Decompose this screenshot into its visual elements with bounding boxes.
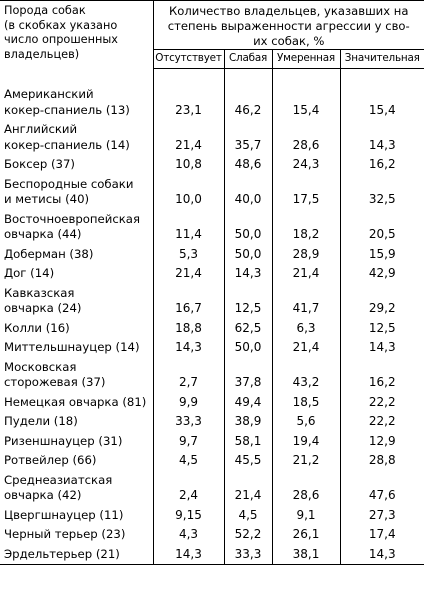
table-row <box>0 85 424 120</box>
value-significant-cell: 28,8 <box>340 451 424 471</box>
value-weak-cell: 50,0 <box>224 338 272 358</box>
value-weak-cell: 40,0 <box>224 175 272 210</box>
value-none-cell: 4,5 <box>153 451 224 471</box>
subcolumn-header-moderate: Умеренная <box>272 50 340 69</box>
table-row <box>0 210 424 245</box>
value-none-cell: 5,3 <box>153 245 224 265</box>
breed-name-cell: Миттельшнауцер (14) <box>4 340 140 354</box>
breed-column-header: Порода собак (в скобках указано число опрошенных владельцев) <box>4 4 118 61</box>
value-significant-cell: 47,6 <box>340 471 424 506</box>
subcolumn-header-none: Отсутствует <box>153 50 224 69</box>
value-significant-cell: 17,4 <box>340 525 424 545</box>
value-moderate-cell: 18,5 <box>272 393 340 413</box>
value-none-cell: 33,3 <box>153 412 224 432</box>
breed-name-cell: Дог (14) <box>4 266 55 280</box>
value-moderate-cell: 5,6 <box>272 412 340 432</box>
value-significant-cell: 14,3 <box>340 545 424 565</box>
value-significant-cell: 27,3 <box>340 506 424 526</box>
subcolumn-header-weak: Слабая <box>224 50 272 69</box>
value-moderate-cell: 19,4 <box>272 432 340 452</box>
value-weak-cell: 21,4 <box>224 471 272 506</box>
breed-name-cell: Беспородные собаки и метисы (40) <box>4 176 134 206</box>
value-weak-cell: 46,2 <box>224 85 272 120</box>
value-weak-cell: 33,3 <box>224 545 272 565</box>
value-significant-cell: 16,2 <box>340 155 424 175</box>
value-none-cell: 16,7 <box>153 284 224 319</box>
value-weak-cell: 14,3 <box>224 264 272 284</box>
breed-name-cell: Среднеазиатская овчарка (42) <box>4 472 113 502</box>
value-significant-cell: 14,3 <box>340 338 424 358</box>
table-row <box>0 451 424 471</box>
value-none-cell: 9,15 <box>153 506 224 526</box>
value-none-cell: 2,7 <box>153 358 224 393</box>
table-row <box>0 393 424 413</box>
value-moderate-cell: 43,2 <box>272 358 340 393</box>
value-weak-cell: 4,5 <box>224 506 272 526</box>
value-none-cell: 9,7 <box>153 432 224 452</box>
value-weak-cell: 58,1 <box>224 432 272 452</box>
value-moderate-cell: 21,4 <box>272 264 340 284</box>
value-moderate-cell: 9,1 <box>272 506 340 526</box>
value-moderate-cell: 21,2 <box>272 451 340 471</box>
header-row <box>0 1 424 50</box>
table-row <box>0 284 424 319</box>
value-none-cell: 21,4 <box>153 120 224 155</box>
breed-name-cell: Боксер (37) <box>4 157 75 171</box>
value-significant-cell: 14,3 <box>340 120 424 155</box>
value-significant-cell: 22,2 <box>340 412 424 432</box>
value-weak-cell: 45,5 <box>224 451 272 471</box>
table-row <box>0 525 424 545</box>
value-none-cell: 10,0 <box>153 175 224 210</box>
breed-name-cell: Ризеншнауцер (31) <box>4 433 123 448</box>
value-significant-cell: 15,9 <box>340 245 424 265</box>
breed-name-cell: Пудели (18) <box>4 414 78 428</box>
breed-name-cell: Цвергшнауцер (11) <box>4 507 124 522</box>
value-moderate-cell: 28,6 <box>272 471 340 506</box>
breed-name-cell: Эрдельтерьер (21) <box>4 546 120 561</box>
value-none-cell: 10,8 <box>153 155 224 175</box>
value-none-cell: 14,3 <box>153 338 224 358</box>
value-weak-cell: 48,6 <box>224 155 272 175</box>
value-none-cell: 21,4 <box>153 264 224 284</box>
value-moderate-cell: 26,1 <box>272 525 340 545</box>
value-significant-cell: 12,5 <box>340 319 424 339</box>
value-weak-cell: 49,4 <box>224 393 272 413</box>
table-row <box>0 506 424 526</box>
value-weak-cell: 35,7 <box>224 120 272 155</box>
value-moderate-cell: 28,6 <box>272 120 340 155</box>
breed-name-cell: Восточноевропейская овчарка (44) <box>4 211 141 241</box>
value-significant-cell: 12,9 <box>340 432 424 452</box>
table-row <box>0 545 424 565</box>
value-moderate-cell: 6,3 <box>272 319 340 339</box>
breed-name-cell: Ротвейлер (66) <box>4 453 97 467</box>
value-moderate-cell: 28,9 <box>272 245 340 265</box>
breed-name-cell: Американский кокер-спаниель (13) <box>4 87 130 117</box>
value-moderate-cell: 21,4 <box>272 338 340 358</box>
table-row <box>0 412 424 432</box>
breed-name-cell: Доберман (38) <box>4 246 94 261</box>
value-significant-cell: 16,2 <box>340 358 424 393</box>
owners-group-header: Количество владельцев, указавших на степень выраженности агрессии у сво- их собак, % <box>153 1 424 50</box>
value-moderate-cell: 15,4 <box>272 85 340 120</box>
table-row <box>0 175 424 210</box>
breed-name-cell: Московская сторожевая (37) <box>4 359 106 389</box>
breed-name-cell: Немецкая овчарка (81) <box>4 394 147 409</box>
value-none-cell: 18,8 <box>153 319 224 339</box>
value-significant-cell: 15,4 <box>340 85 424 120</box>
value-none-cell: 11,4 <box>153 210 224 245</box>
value-significant-cell: 32,5 <box>340 175 424 210</box>
table-row <box>0 319 424 339</box>
value-significant-cell: 29,2 <box>340 284 424 319</box>
value-moderate-cell: 38,1 <box>272 545 340 565</box>
value-weak-cell: 52,2 <box>224 525 272 545</box>
value-none-cell: 23,1 <box>153 85 224 120</box>
breed-name-cell: Кавказская овчарка (24) <box>4 285 82 315</box>
value-moderate-cell: 41,7 <box>272 284 340 319</box>
value-none-cell: 4,3 <box>153 525 224 545</box>
subcolumn-header-significant: Значительная <box>340 50 424 69</box>
value-weak-cell: 37,8 <box>224 358 272 393</box>
value-none-cell: 2,4 <box>153 471 224 506</box>
value-none-cell: 14,3 <box>153 545 224 565</box>
value-moderate-cell: 17,5 <box>272 175 340 210</box>
value-weak-cell: 12,5 <box>224 284 272 319</box>
value-significant-cell: 20,5 <box>340 210 424 245</box>
table-row <box>0 338 424 358</box>
value-moderate-cell: 18,2 <box>272 210 340 245</box>
breed-name-cell: Черный терьер (23) <box>4 527 126 541</box>
table-row <box>0 155 424 175</box>
value-significant-cell: 42,9 <box>340 264 424 284</box>
table-body <box>0 69 424 565</box>
value-weak-cell: 38,9 <box>224 412 272 432</box>
table-row <box>0 120 424 155</box>
value-weak-cell: 50,0 <box>224 245 272 265</box>
value-weak-cell: 62,5 <box>224 319 272 339</box>
table-row <box>0 432 424 452</box>
table-row <box>0 471 424 506</box>
value-moderate-cell: 24,3 <box>272 155 340 175</box>
breed-name-cell: Колли (16) <box>4 320 70 335</box>
value-significant-cell: 22,2 <box>340 393 424 413</box>
breed-name-cell: Английский кокер-спаниель (14) <box>4 122 130 152</box>
table-row <box>0 264 424 284</box>
value-none-cell: 9,9 <box>153 393 224 413</box>
table-row <box>0 358 424 393</box>
table-row <box>0 245 424 265</box>
spacer-row <box>0 69 424 86</box>
value-weak-cell: 50,0 <box>224 210 272 245</box>
